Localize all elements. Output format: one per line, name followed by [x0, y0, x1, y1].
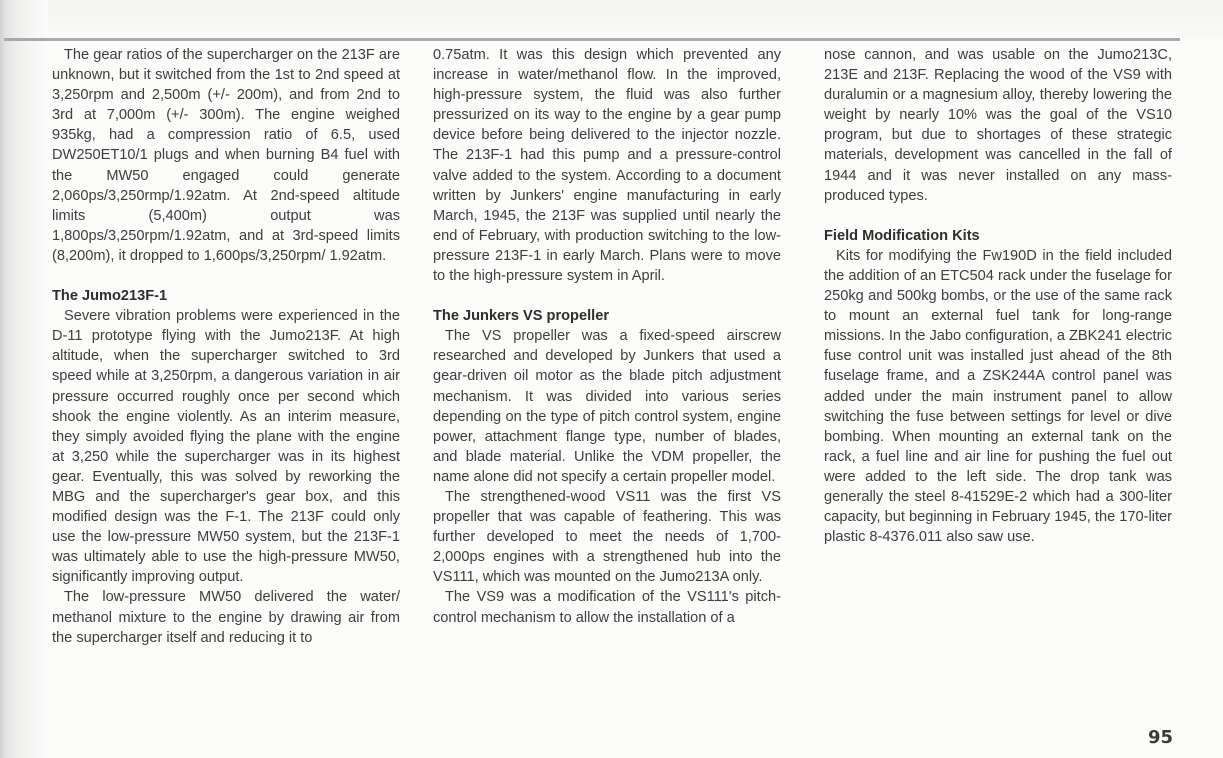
paragraph-gear-ratios: The gear ratios of the supercharger on the 213F are unknown, but it switched from the 1st to 2nd speed at 3,250rpm and 2,500m (+/- 200m), and from 2nd to 3rd at 7,000m (+/- 300m). The engine weighed 935kg, had a compression ratio of 6.5, used DW250ET10/1 plugs and when burning B4 fuel with the MW50 engaged could generate 2,060ps/3,250rmp/1.92atm. At 2nd-speed altitude limits (5,400m) output was 1,800ps/3,250rpm/1.92atm, and at 3rd-speed limits (8,200m), it dropped to 1,600ps/3,250rpm/ 1.92atm. — [52, 47, 400, 264]
paragraph-vs9: The VS9 was a modification of the VS111's pitch-control mechanism to allow the installation of a — [433, 589, 781, 626]
page-number: 95 — [1148, 727, 1174, 748]
section-heading-jumo213f-1: The Jumo213F-1 — [52, 288, 168, 305]
section-heading-junkers-vs-propeller: The Junkers VS propeller — [433, 308, 609, 325]
paragraph-vs-propeller: The VS propeller was a fixed-speed airscrew researched and developed by Junkers that used a gear-driven oil motor as the blade pitch adjustment mechanism. It was divided into various series depending on the type of pitch control system, engine power, attachment flange type, number of blades, and blade material. Unlike the VDM propeller, the name alone did not specify a certain propeller model. — [433, 328, 781, 485]
paragraph-low-pressure-mw50: The low-pressure MW50 delivered the water/ methanol mixture to the engine by drawing air from the supercharger itself and reducing it to — [52, 589, 400, 646]
page-top-margin — [0, 0, 1223, 38]
paragraph-vs10: nose cannon, and was usable on the Jumo213C, 213E and 213F. Replacing the wood of the VS9 with duralumin or a magnesium alloy, thereby lowering the weight by nearly 10% was the goal of the VS10 program, but due to shortages of these strategic materials, development was cancelled in the fall of 1944 and it was never installed on any mass-produced types. — [824, 47, 1172, 204]
book-gutter-shadow — [0, 0, 48, 758]
section-heading-field-modification-kits: Field Modification Kits — [824, 227, 980, 244]
paragraph-high-pressure-system: 0.75atm. It was this design which prevented any increase in water/methanol flow. In the improved, high-pressure system, the fluid was also further pressurized on its way to the engine by a gear pump device before being delivered to the injector nozzle. The 213F-1 had this pump and a pressure-control valve added to the system. According to a document written by Junkers' engine manufacturing in early March, 1945, the 213F was supplied until nearly the end of February, with production switching to the low-pressure 213F-1 in early March. Plans were to move to the high-pressure system in April. — [433, 47, 781, 285]
paragraph-vibration-problems: Severe vibration problems were experienced in the D-11 prototype flying with the Jumo213F. At high altitude, when the supercharger switched to 3rd speed while at 3,250rpm, a dangerous variation in air pressure occurred roughly once per second which shook the engine violently. As an interim measure, they simply avoided flying the plane with the engine at 3,250 while the supercharger was in its highest gear. Eventually, this was solved by reworking the MBG and the supercharger's gear box, and this modified design was the F-1. The 213F could only use the low-pressure MW50 system, but the 213F-1 was ultimately able to use the high-pressure MW50, significantly improving output. — [52, 308, 400, 586]
header-rule — [4, 38, 1180, 41]
paragraph-vs11: The strengthened-wood VS11 was the first VS propeller that was capable of feathering. This was further developed to meet the needs of 1,700-2,000ps engines with a strengthened hub into the VS111, which was mounted on the Jumo213A only. — [433, 488, 781, 586]
text-column-1 — [52, 45, 400, 648]
text-column-3 — [824, 45, 1172, 547]
text-column-2 — [433, 45, 781, 628]
paragraph-field-kits: Kits for modifying the Fw190D in the field included the addition of an ETC504 rack under the fuselage for 250kg and 500kg bombs, or the use of the same rack to mount an external fuel tank for long-range missions. In the Jabo configuration, a ZBK241 electric fuse control unit was installed just ahead of the 8th fuselage frame, and a ZSK244A control panel was added under the main instrument panel to allow switching the fuse between settings for level or dive bombing. When mounting an external tank on the rack, a fuel line and air line for pushing the fuel out were added to the left side. The drop tank was generally the steel 8-41529E-2 which had a 300-liter capacity, but beginning in February 1945, the 170-liter plastic 8-4376.011 also saw use. — [824, 247, 1172, 546]
